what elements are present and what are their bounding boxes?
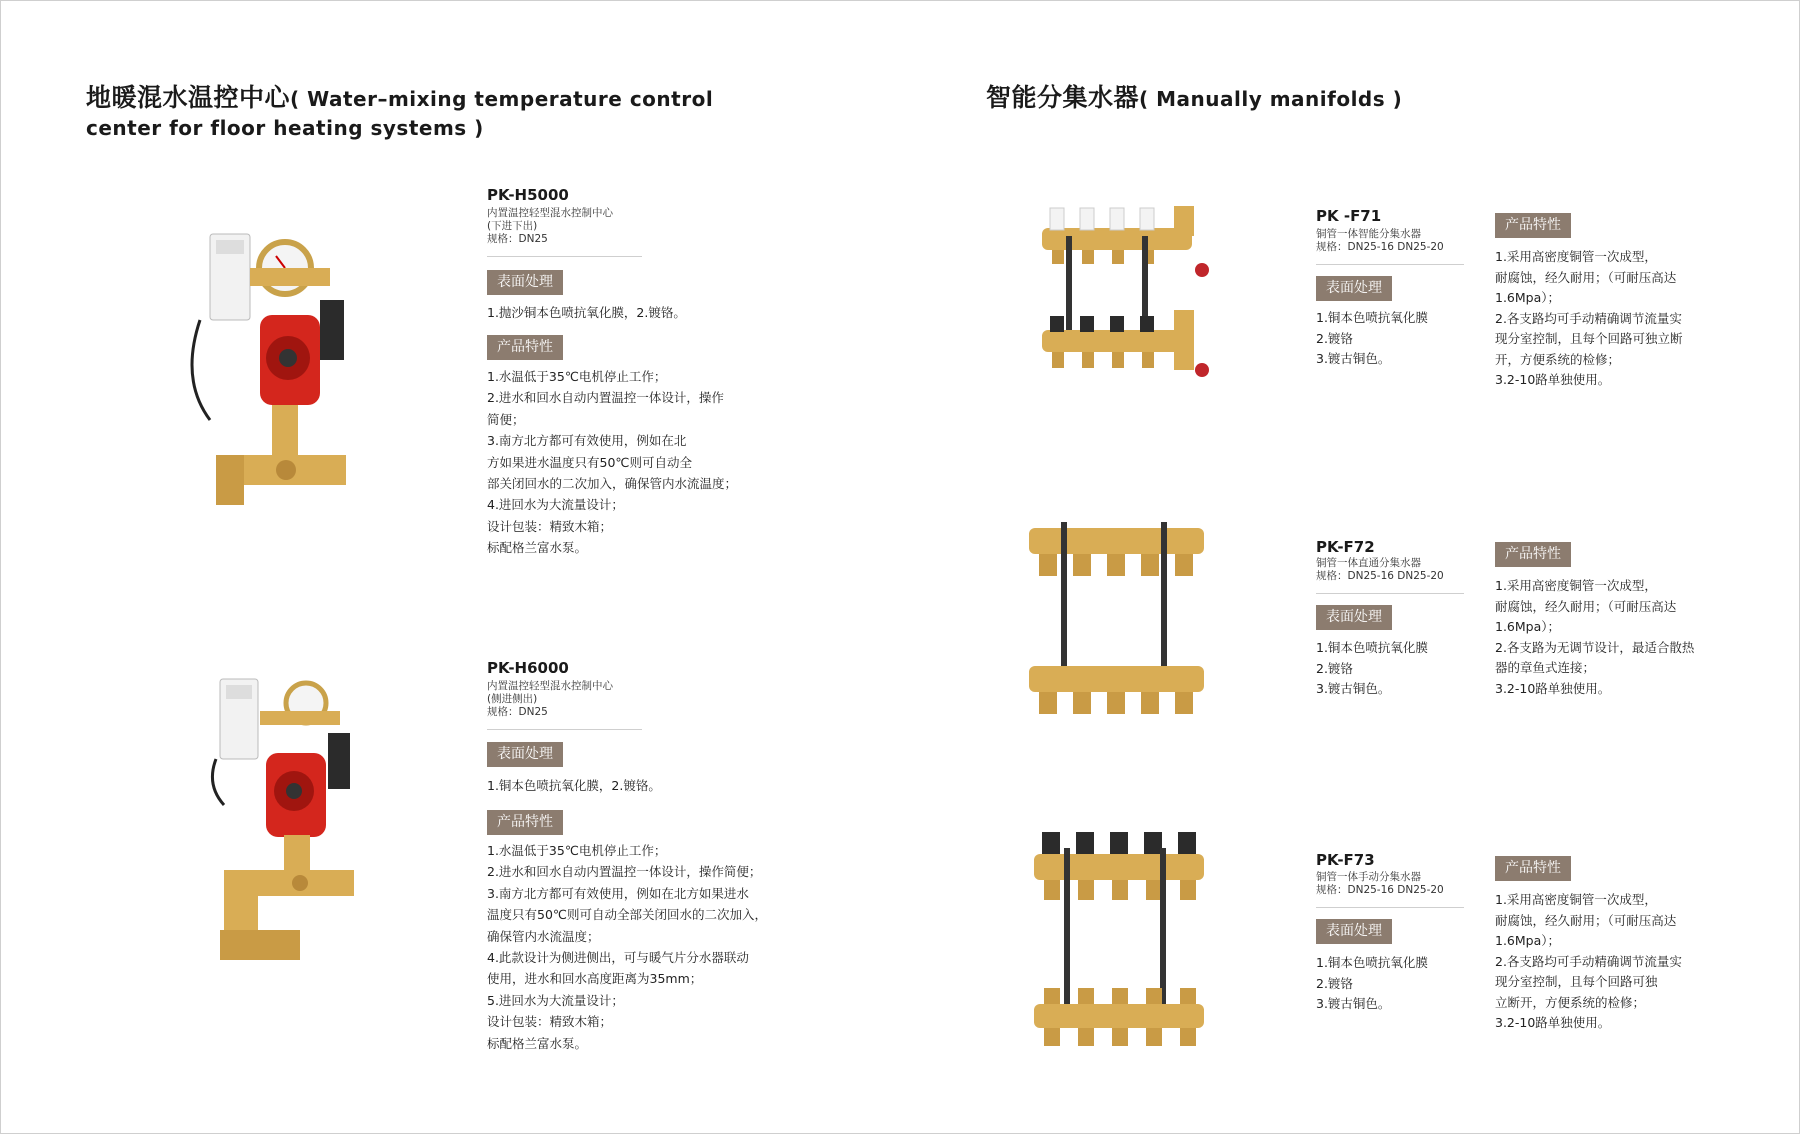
model-pk-h6000: PK-H6000 — [487, 659, 569, 677]
model-pk-f72: PK-F72 — [1316, 538, 1375, 556]
model-pk-f73: PK-F73 — [1316, 851, 1375, 869]
surface-tag-f71: 表面处理 — [1316, 276, 1392, 301]
feature-line: 2.各支路为无调节设计，最适合散热 — [1495, 639, 1695, 655]
desc-line-1: 内置温控轻型混水控制中心 — [487, 207, 613, 219]
surface-line: 3.镀古铜色。 — [1316, 681, 1391, 696]
surface-text-h5000: 1.抛沙铜本色喷抗氧化膜，2.镀铬。 — [487, 305, 686, 320]
feature-line: 2.进水和回水自动内置温控一体设计，操作简便； — [487, 864, 762, 880]
divider-h6000 — [487, 729, 642, 730]
manifold-image-f72 — [1025, 518, 1210, 732]
spec-line: 规格：DN25-16 DN25-20 — [1316, 884, 1444, 896]
feature-line: 3.2-10路单独使用。 — [1495, 680, 1611, 696]
left-page-heading — [86, 84, 713, 142]
surface-tag-h6000: 表面处理 — [487, 742, 563, 767]
feature-line: 耐腐蚀，经久耐用；（可耐压高达 — [1495, 912, 1677, 928]
desc-pk-h6000 — [487, 680, 613, 719]
feature-line: 设计包装：精致木箱； — [487, 1014, 613, 1030]
surface-list-f73 — [1316, 953, 1428, 1015]
features-tag-h5000: 产品特性 — [487, 335, 563, 360]
right-heading-en: ( Manually manifolds ) — [1139, 87, 1403, 111]
desc-line: 铜管一体手动分集水器 — [1316, 871, 1421, 883]
right-heading-cn: 智能分集水器 — [986, 83, 1140, 112]
manifold-image-f71 — [1038, 200, 1228, 404]
feature-line: 简便； — [487, 411, 525, 427]
model-pk-h5000: PK-H5000 — [487, 186, 569, 204]
feature-line: 立断开，方便系统的检修； — [1495, 994, 1646, 1010]
feature-line: 现分室控制，且每个回路可独 — [1495, 974, 1658, 989]
feature-line: 1.6Mpa）； — [1495, 290, 1561, 305]
divider-h5000 — [487, 256, 642, 257]
features-list-h6000 — [487, 840, 767, 1054]
feature-line: 3.2-10路单独使用。 — [1495, 1015, 1611, 1030]
feature-line: 设计包装：精致木箱； — [487, 518, 613, 534]
divider-f73 — [1316, 907, 1464, 908]
surface-tag-f73: 表面处理 — [1316, 919, 1392, 944]
desc-pk-f73 — [1316, 871, 1444, 897]
features-list-f71 — [1495, 247, 1683, 391]
feature-line: 3.南方北方都可有效使用，例如在北方如果进水 — [487, 885, 749, 901]
feature-line: 1.6Mpa）； — [1495, 933, 1561, 948]
features-list-f72 — [1495, 576, 1694, 699]
desc-pk-f72 — [1316, 557, 1444, 583]
features-tag-f71: 产品特性 — [1495, 213, 1571, 238]
feature-line: 标配格兰富水泵。 — [487, 1035, 588, 1051]
feature-line: 开，方便系统的检修； — [1495, 351, 1621, 367]
features-list-h5000 — [487, 366, 737, 559]
feature-line: 1.采用高密度铜管一次成型， — [1495, 249, 1657, 264]
spec-line: 规格：DN25-16 DN25-20 — [1316, 241, 1444, 253]
divider-f72 — [1316, 593, 1464, 594]
feature-line: 2.进水和回水自动内置温控一体设计，操作 — [487, 390, 724, 406]
feature-line: 现分室控制，且每个回路可独立断 — [1495, 331, 1683, 346]
feature-line: 1.水温低于35℃电机停止工作； — [487, 369, 667, 384]
desc-pk-f71 — [1316, 228, 1444, 254]
feature-line: 温度只有50℃则可自动全部关闭回水的二次加入， — [487, 907, 767, 923]
feature-line: 2.各支路均可手动精确调节流量实 — [1495, 953, 1682, 969]
model-pk-f71: PK -F71 — [1316, 207, 1382, 225]
manifold-image-f73 — [1030, 828, 1210, 1054]
surface-tag-f72: 表面处理 — [1316, 605, 1392, 630]
mixing-center-image-h5000 — [180, 230, 360, 514]
spec-line: 规格：DN25-16 DN25-20 — [1316, 570, 1444, 582]
left-heading-en-2: center for floor heating systems ) — [86, 116, 484, 140]
feature-line: 使用，进水和回水高度距离为35mm； — [487, 971, 703, 987]
desc-line-2: (侧进侧出) — [487, 693, 538, 705]
feature-line: 1.6Mpa）； — [1495, 619, 1561, 634]
surface-line: 1.铜本色喷抗氧化膜 — [1316, 310, 1428, 325]
desc-line-2: (下进下出) — [487, 220, 538, 232]
desc-line: 铜管一体直通分集水器 — [1316, 557, 1421, 569]
feature-line: 2.各支路均可手动精确调节流量实 — [1495, 310, 1682, 326]
feature-line: 标配格兰富水泵。 — [487, 540, 588, 556]
divider-f71 — [1316, 264, 1464, 265]
desc-line-1: 内置温控轻型混水控制中心 — [487, 680, 613, 692]
desc-line: 铜管一体智能分集水器 — [1316, 228, 1421, 240]
surface-line: 3.镀古铜色。 — [1316, 996, 1391, 1011]
features-tag-h6000: 产品特性 — [487, 810, 563, 835]
feature-line: 部关闭回水的二次加入，确保管内水流温度； — [487, 475, 738, 491]
feature-line: 3.南方北方都可有效使用，例如在北 — [487, 433, 687, 449]
surface-line: 3.镀古铜色。 — [1316, 351, 1391, 366]
feature-line: 耐腐蚀，经久耐用；（可耐压高达 — [1495, 598, 1677, 614]
features-tag-f72: 产品特性 — [1495, 542, 1571, 567]
surface-tag-h5000: 表面处理 — [487, 270, 563, 295]
feature-line: 1.采用高密度铜管一次成型， — [1495, 892, 1657, 907]
mixing-center-image-h6000 — [210, 675, 370, 979]
feature-line: 4.此款设计为侧进侧出，可与暖气片分水器联动 — [487, 949, 749, 965]
right-page-heading — [986, 84, 1402, 113]
surface-list-f71 — [1316, 308, 1428, 370]
surface-line: 2.镀铬 — [1316, 330, 1353, 346]
feature-line: 1.水温低于35℃电机停止工作； — [487, 843, 667, 858]
feature-line: 5.进回水为大流量设计； — [487, 992, 624, 1008]
feature-line: 3.2-10路单独使用。 — [1495, 372, 1611, 387]
feature-line: 1.采用高密度铜管一次成型， — [1495, 578, 1657, 593]
feature-line: 器的章鱼式连接； — [1495, 660, 1596, 675]
feature-line: 耐腐蚀，经久耐用；（可耐压高达 — [1495, 269, 1677, 285]
left-heading-cn: 地暖混水温控中心 — [86, 83, 291, 112]
feature-line: 4.进回水为大流量设计； — [487, 497, 624, 513]
desc-pk-h5000 — [487, 207, 613, 246]
surface-line: 1.铜本色喷抗氧化膜 — [1316, 640, 1428, 655]
feature-line: 方如果进水温度只有50℃则可自动全 — [487, 454, 692, 470]
surface-text-h6000: 1.铜本色喷抗氧化膜，2.镀铬。 — [487, 778, 661, 793]
spec-line: 规格：DN25 — [487, 233, 548, 245]
surface-list-f72 — [1316, 638, 1428, 700]
features-tag-f73: 产品特性 — [1495, 856, 1571, 881]
spec-line: 规格：DN25 — [487, 706, 548, 718]
surface-line: 1.铜本色喷抗氧化膜 — [1316, 955, 1428, 970]
left-heading-en-1: ( Water–mixing temperature control — [290, 87, 714, 111]
surface-line: 2.镀铬 — [1316, 660, 1353, 676]
features-list-f73 — [1495, 890, 1682, 1034]
feature-line: 确保管内水流温度； — [487, 928, 600, 944]
surface-line: 2.镀铬 — [1316, 975, 1353, 991]
